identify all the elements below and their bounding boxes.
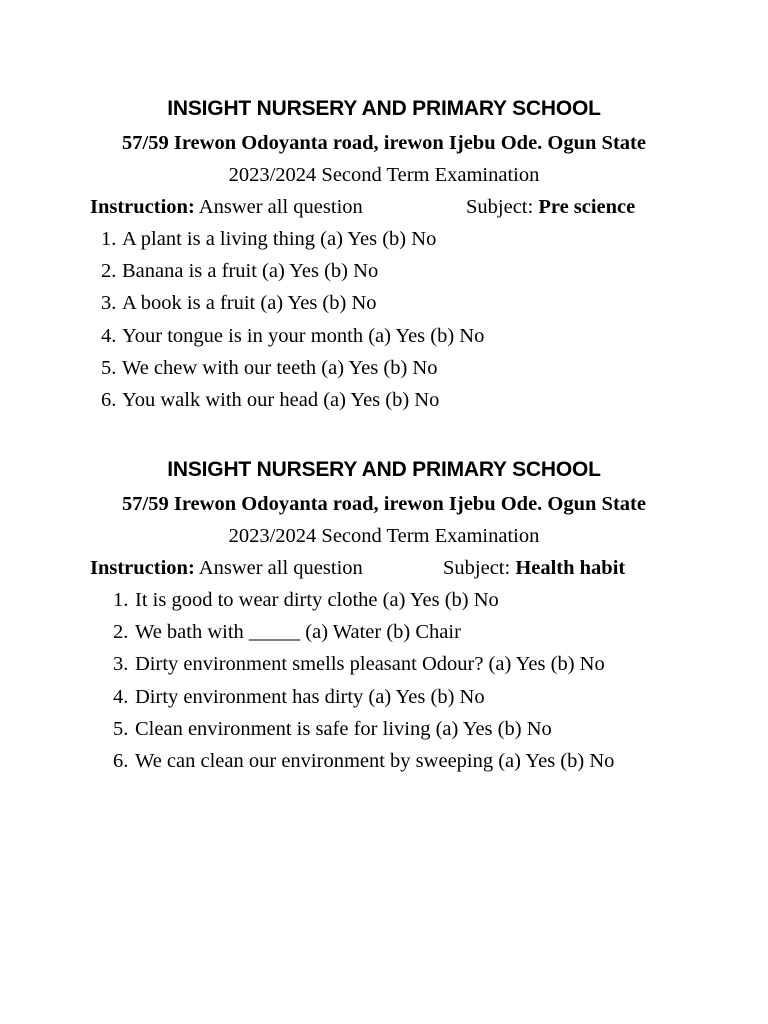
question-text: Banana is a fruit (a) Yes (b) No — [122, 260, 379, 283]
subject-label: Subject: — [466, 196, 539, 218]
question-number: 2. — [101, 260, 117, 283]
question-text: Clean environment is safe for living (a) Yes (b) No — [135, 717, 552, 740]
exam-section-health-habit — [0, 456, 768, 777]
question-number: 4. — [113, 685, 129, 708]
question-text: Dirty environment has dirty (a) Yes (b) No — [135, 685, 485, 708]
instruction-row — [0, 553, 768, 583]
subject-name: Pre science — [538, 196, 636, 218]
question-item — [0, 320, 768, 352]
school-address: 57/59 Irewon Odoyanta road, irewon Ijebu Ode. Ogun State — [122, 132, 646, 154]
question-item — [0, 616, 768, 648]
question-number: 3. — [101, 292, 117, 315]
question-item — [0, 584, 768, 616]
question-number: 2. — [113, 621, 129, 644]
question-item — [0, 287, 768, 319]
question-text: We chew with our teeth (a) Yes (b) No — [122, 356, 438, 379]
question-number: 5. — [113, 717, 129, 740]
question-number: 6. — [113, 749, 129, 772]
subject — [466, 192, 635, 222]
exam-section-pre-science — [0, 95, 768, 416]
question-text: We bath with _____ (a) Water (b) Chair — [135, 621, 461, 644]
instruction-row — [0, 192, 768, 222]
school-name-heading: INSIGHT NURSERY AND PRIMARY SCHOOL — [167, 458, 601, 481]
instruction — [90, 192, 363, 222]
question-text: A plant is a living thing (a) Yes (b) No — [122, 228, 437, 250]
question-number: 6. — [101, 388, 117, 411]
question-text: You walk with our head (a) Yes (b) No — [122, 388, 440, 411]
question-number: 3. — [113, 653, 129, 676]
subject-name: Health habit — [515, 557, 626, 579]
school-address: 57/59 Irewon Odoyanta road, irewon Ijebu Ode. Ogun State — [122, 493, 646, 515]
question-list — [0, 223, 768, 416]
subject — [443, 553, 625, 583]
question-text: Dirty environment smells pleasant Odour? (a) Yes (b) No — [135, 653, 605, 676]
instruction-label: Instruction: — [90, 557, 195, 579]
question-number: 4. — [101, 324, 117, 347]
question-item — [0, 255, 768, 287]
question-number: 5. — [101, 356, 117, 379]
question-item — [0, 648, 768, 680]
question-number: 1. — [101, 228, 117, 250]
instruction-text: Answer all question — [194, 557, 363, 579]
school-name-heading: INSIGHT NURSERY AND PRIMARY SCHOOL — [167, 97, 601, 120]
question-item — [0, 384, 768, 416]
question-item — [0, 681, 768, 713]
exam-title: 2023/2024 Second Term Examination — [228, 164, 540, 186]
question-number: 1. — [113, 589, 129, 611]
question-item — [0, 352, 768, 384]
question-item — [0, 223, 768, 255]
instruction-label: Instruction: — [90, 196, 195, 218]
question-list — [0, 584, 768, 777]
question-item — [0, 745, 768, 777]
question-text: We can clean our environment by sweeping (a) Yes (b) No — [135, 749, 615, 772]
instruction — [90, 553, 363, 583]
exam-title: 2023/2024 Second Term Examination — [228, 525, 540, 547]
question-text: It is good to wear dirty clothe (a) Yes (b) No — [135, 589, 499, 611]
subject-label: Subject: — [443, 557, 516, 579]
question-item — [0, 713, 768, 745]
instruction-text: Answer all question — [194, 196, 363, 218]
question-text: A book is a fruit (a) Yes (b) No — [122, 292, 377, 315]
question-text: Your tongue is in your month (a) Yes (b) No — [122, 324, 485, 347]
